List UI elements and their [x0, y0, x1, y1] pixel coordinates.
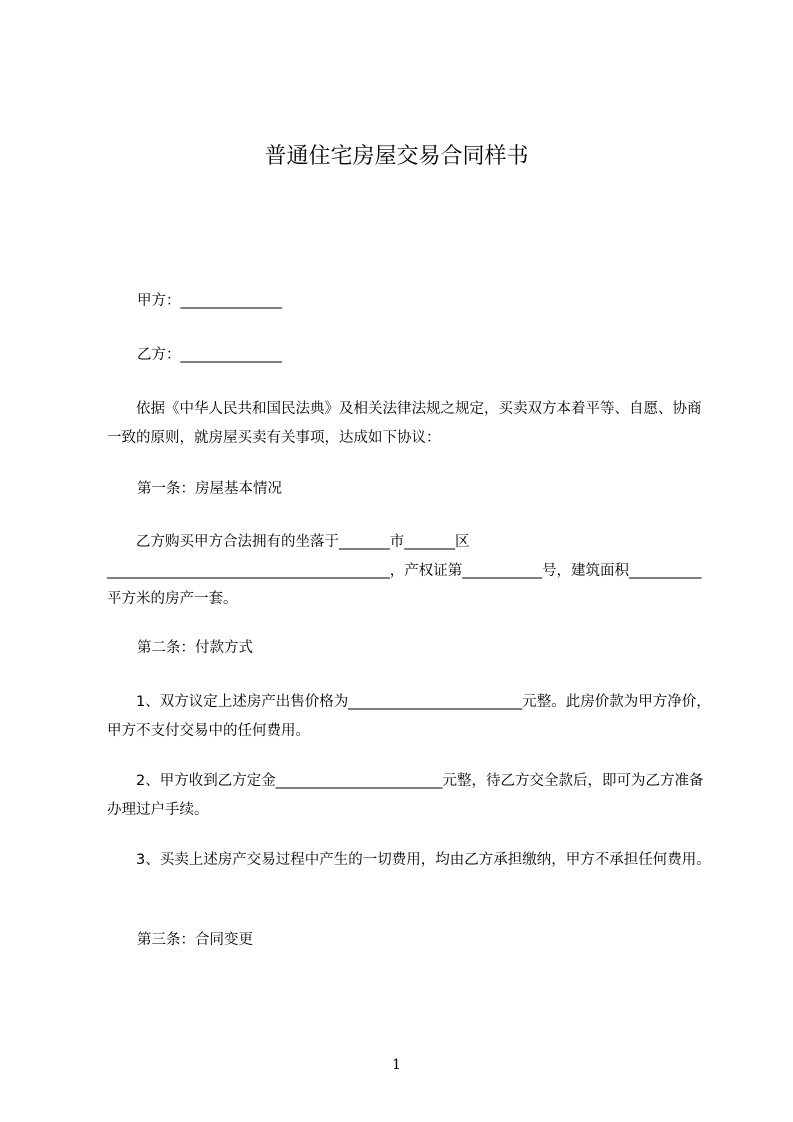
article-2-item-2: 2、甲方收到乙方定金_______________________元整，待乙方交全款后，即可为乙方准备办理过户手续。 — [107, 773, 704, 818]
preamble-paragraph: 依据《中华人民共和国民法典》及相关法律法规之规定，买卖双方本着平等、自愿、协商一致的原则，就房屋买卖有关事项，达成如下协议： — [107, 401, 702, 446]
article-1-body: 乙方购买甲方合法拥有的坐落于_______市_______区_______________________________________，产权证第___________号，建筑面积__________平方米的房产一套。 — [107, 534, 702, 607]
party-a-line: 甲方：______________ — [137, 293, 282, 309]
article-2-heading: 第二条：付款方式 — [137, 640, 253, 656]
document-title: 普通住宅房屋交易合同样书 — [264, 144, 529, 169]
page-number: 1 — [392, 1057, 401, 1073]
party-b-line: 乙方：______________ — [137, 347, 282, 363]
article-1-heading: 第一条：房屋基本情况 — [137, 481, 282, 497]
article-3-heading: 第三条：合同变更 — [137, 932, 253, 948]
article-2-item-1: 1、双方议定上述房产出售价格为________________________元整。此房价款为甲方净价，甲方不支付交易中的任何费用。 — [107, 694, 711, 739]
article-2-item-3: 3、买卖上述房产交易过程中产生的一切费用，均由乙方承担缴纳，甲方不承担任何费用。 — [136, 852, 711, 868]
